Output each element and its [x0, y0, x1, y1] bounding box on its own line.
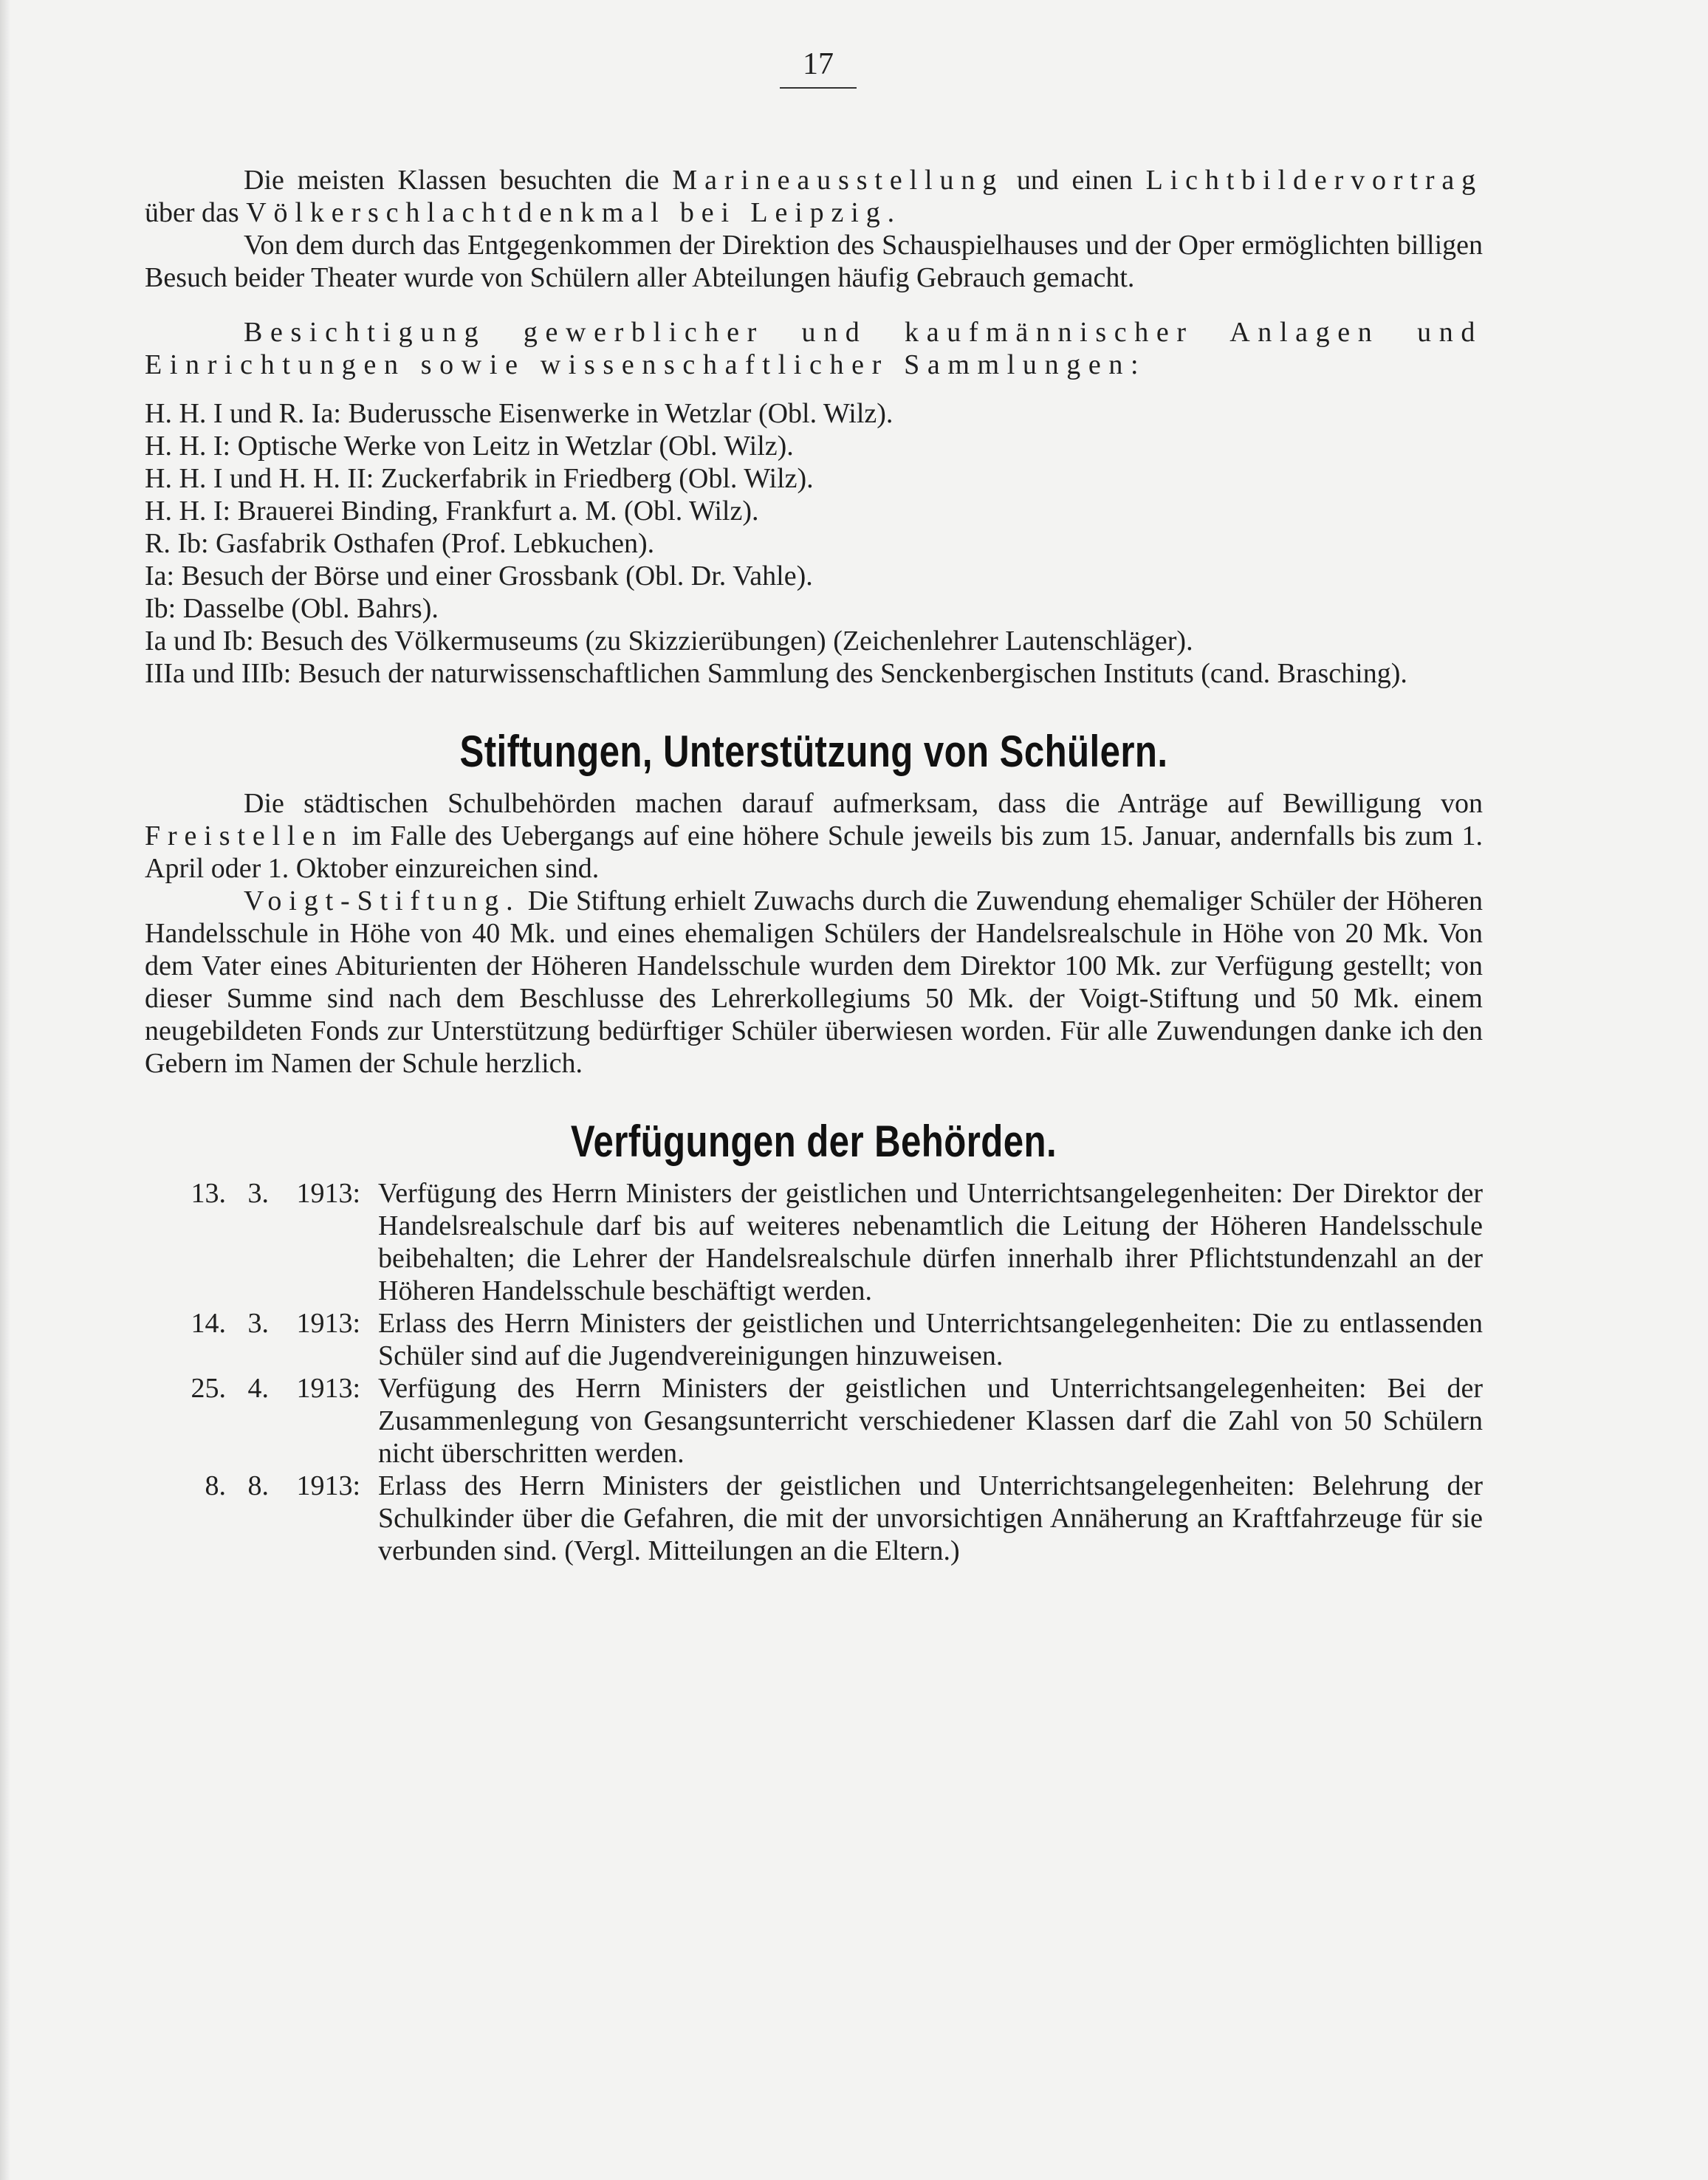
- spacer: [145, 1168, 1483, 1177]
- emphasis-voigt-stiftung: Voigt-Stiftung.: [244, 885, 521, 916]
- list-item: H. H. I und R. Ia: Buderussche Eisenwerke in Wetzlar (Obl. Wilz).: [145, 398, 894, 429]
- decree-date: [145, 1307, 360, 1340]
- intro-text: .: [887, 197, 895, 228]
- list-item: H. H. I: Brauerei Binding, Frankfurt a. M. (Obl. Wilz).: [145, 496, 759, 527]
- decree-year: 1913:: [296, 1308, 360, 1339]
- decree-year: 1913:: [296, 1470, 360, 1501]
- list-item: Ia und Ib: Besuch des Völkermuseums (zu Skizzierübungen) (Zeichenlehrer Lautenschläger).: [145, 625, 1193, 657]
- decree-date: [145, 1372, 360, 1405]
- decree-day: 8.: [205, 1470, 226, 1501]
- decree-year: 1913:: [296, 1373, 360, 1404]
- decree-text: Erlass des Herrn Ministers der geistlichen und Unterrichtsangelegenheiten: Die zu entlassenden Schüler sind auf die Jugendvereinigungen hinzuweisen.: [378, 1308, 1483, 1371]
- foundations-text: im Falle des Uebergangs auf eine höhere Schule jeweils bis zum 15. Januar, andernfalls bis zum 1. April oder 1. Oktober einzureichen sind.: [145, 820, 1483, 884]
- decree-item: [145, 1307, 1483, 1372]
- foundations-paragraph-2: [145, 885, 1483, 1080]
- spacer: [145, 1080, 1483, 1115]
- decree-text: Erlass des Herrn Ministers der geistlichen und Unterrichtsangelegenheiten: Belehrung der Schulkinder über die Gefahren, die mit der unvorsichtigen Annäherung an Kraftfahrzeuge für sie verbunden sind. (Vergl. Mitteilungen an die Eltern.): [378, 1470, 1483, 1566]
- decree-month: 3.: [247, 1308, 269, 1339]
- list-item: R. Ib: Gasfabrik Osthafen (Prof. Lebkuchen).: [145, 528, 655, 559]
- list-item: H. H. I: Optische Werke von Leitz in Wetzlar (Obl. Wilz).: [145, 431, 794, 462]
- decree-item: [145, 1177, 1483, 1307]
- page-number: 17: [803, 47, 834, 81]
- emphasis-lichtbildervortrag: Lichtbildervortrag: [1145, 165, 1483, 196]
- intro-paragraph-1: [145, 164, 1483, 229]
- decree-month: 3.: [247, 1178, 269, 1209]
- decree-month: 4.: [247, 1373, 269, 1404]
- list-item: Ib: Dasselbe (Obl. Bahrs).: [145, 593, 439, 624]
- page-edge: [0, 0, 10, 2180]
- intro-paragraph-2: Von dem durch das Entgegenkommen der Direktion des Schauspielhauses und der Oper ermöglichten billigen Besuch beider Theater wurde von Schülern aller Abteilungen häufig Gebrauch gemacht.: [145, 230, 1483, 293]
- decree-date: [145, 1177, 360, 1210]
- emphasis-voelkerschlachtdenkmal: Völkerschlachtdenkmal bei Leipzig: [246, 197, 888, 228]
- emphasis-marineausstellung: Marineausstellung: [672, 165, 1004, 196]
- spacer: [145, 690, 1483, 725]
- spacer: [145, 778, 1483, 787]
- foundations-text: Die städtischen Schulbehörden machen darauf aufmerksam, dass die Anträge auf Bewilligung von: [244, 788, 1483, 819]
- intro-text: Die meisten Klassen besuchten die: [244, 165, 673, 196]
- decree-text: Verfügung des Herrn Ministers der geistlichen und Unterrichtsangelegenheiten: Der Direktor der Handelsrealschule darf bis auf weiteres nebenamtlich die Leitung der Höheren Handelsschule beibehalten; die Lehrer der Handelsrealschule dürfen innerhalb ihrer Pflichtstundenzahl an der Höheren Handelsschule beschäftigt werden.: [378, 1178, 1483, 1306]
- emphasis-freistellen: Freistellen: [145, 820, 344, 851]
- section-title-foundations: Stiftungen, Unterstützung von Schülern.: [459, 727, 1168, 776]
- list-item: Ia: Besuch der Börse und einer Grossbank (Obl. Dr. Vahle).: [145, 561, 813, 592]
- foundations-text: Die Stiftung erhielt Zuwachs durch die Zuwendung ehemaliger Schüler der Höheren Handelsschule in Höhe von 40 Mk. und eines ehemaligen Schülers der Handelsrealschule in Höhe von 20 Mk. Von dem Vater eines Abiturienten der Höheren Handelsschule wurden dem Direktor 100 Mk. zur Verfügung gestellt; von dieser Summe sind nach dem Beschlusse des Lehrerkollegiums 50 Mk. der Voigt-Stiftung und 50 Mk. einem neugebildeten Fonds zur Unterstützung bedürftiger Schüler überwiesen worden. Für alle Zuwendungen danke ich den Gebern im Namen der Schule herzlich.: [145, 885, 1483, 1079]
- page-number-rule: [780, 87, 857, 89]
- decree-day: 13.: [191, 1178, 226, 1209]
- decree-day: 25.: [191, 1373, 226, 1404]
- list-item: IIIa und IIIb: Besuch der naturwissenschaftlichen Sammlung des Senckenbergischen Instituts (cand. Brasching).: [145, 658, 1407, 689]
- decrees-list: [145, 1177, 1483, 1567]
- decree-text: Verfügung des Herrn Ministers der geistlichen und Unterrichtsangelegenheiten: Bei der Zusammenlegung von Gesangsunterricht verschiedener Klassen darf die Zahl von 50 Schülern nicht überschritten werden.: [378, 1373, 1483, 1469]
- decree-item: [145, 1470, 1483, 1567]
- decree-date: [145, 1470, 360, 1502]
- decree-item: [145, 1372, 1483, 1470]
- foundations-paragraph-1: [145, 787, 1483, 885]
- list-item: H. H. I und H. H. II: Zuckerfabrik in Friedberg (Obl. Wilz).: [145, 463, 814, 494]
- intro-text: über das: [145, 197, 247, 228]
- intro-text: und einen: [1004, 165, 1146, 196]
- decree-month: 8.: [247, 1470, 269, 1501]
- section-title-decrees: Verfügungen der Behörden.: [570, 1117, 1057, 1166]
- page-content: [145, 164, 1483, 1567]
- decree-day: 14.: [191, 1308, 226, 1339]
- visits-list: [145, 397, 1483, 690]
- visits-heading: Besichtigung gewerblicher und kaufmännischer Anlagen und Einrichtungen sowie wissenschaftlicher Sammlungen:: [145, 317, 1483, 380]
- spacer: [145, 381, 1483, 397]
- spacer: [145, 294, 1483, 316]
- decree-year: 1913:: [296, 1178, 360, 1209]
